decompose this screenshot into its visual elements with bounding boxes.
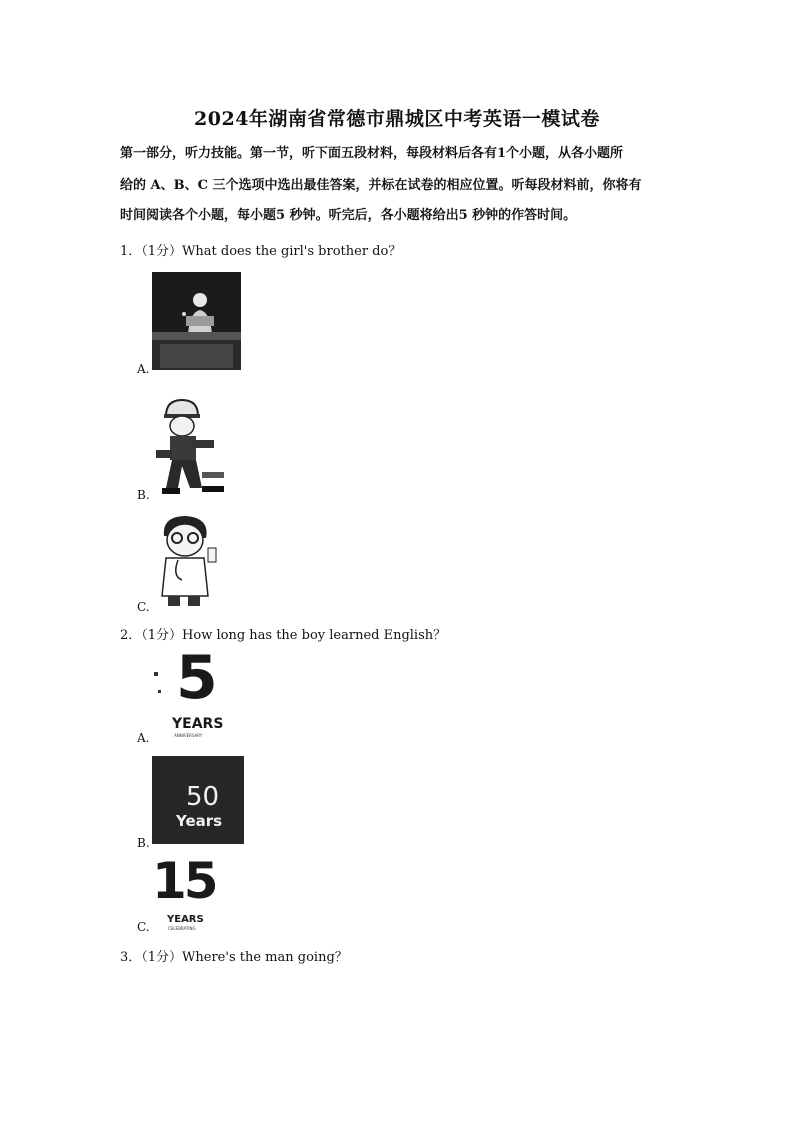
question-2-text: 2．（1分）How long has the boy learned English？ (120, 628, 447, 643)
fifteen-years-subcaption: CELEBRATING (168, 926, 196, 931)
fifty-years-caption: Years (176, 812, 223, 830)
five-years-picture (152, 643, 232, 742)
question-1-text: 1．（1分）What does the girl's brother do？ (120, 244, 402, 259)
worker-with-helmet-picture (152, 396, 232, 496)
fifty-years-picture (152, 756, 244, 844)
question-1-option-b-label[interactable]: B. (137, 488, 150, 502)
fifteen-years-caption: YEARS (167, 914, 204, 925)
question-1-option-a-label[interactable]: A. (137, 362, 150, 376)
intro-line-1: 第一部分，听力技能。第一节，听下面五段材料，每段材料后各有1个小题，从各小题所 (120, 146, 624, 161)
question-1-option-c-label[interactable]: C. (137, 600, 150, 614)
fifteen-years-number: 15 (152, 852, 216, 910)
teacher-at-blackboard-picture (152, 272, 241, 370)
intro-line-3: 时间阅读各个小题，每小题5 秒钟。听完后，各小题将给出5 秒钟的作答时间。 (120, 208, 577, 223)
fifty-years-number: 50 (186, 782, 220, 812)
five-years-number: 5 (176, 643, 218, 713)
five-years-subcaption: ANNIVERSARY (174, 733, 203, 738)
question-2-option-a-label[interactable]: A. (137, 731, 150, 745)
question-2-option-c-label[interactable]: C. (137, 920, 150, 934)
five-years-caption: YEARS (172, 716, 224, 732)
page-title: 2024年湖南省常德市鼎城区中考英语一模试卷 (194, 108, 600, 130)
fifteen-years-picture (152, 852, 222, 934)
doctor-with-glasses-picture (152, 514, 224, 608)
intro-line-2: 给的 A、B、C 三个选项中选出最佳答案，并标在试卷的相应位置。听每段材料前，你将有 (120, 178, 642, 193)
question-2-option-b-label[interactable]: B. (137, 836, 150, 850)
question-3-text: 3．（1分）Where's the man going？ (120, 950, 348, 965)
